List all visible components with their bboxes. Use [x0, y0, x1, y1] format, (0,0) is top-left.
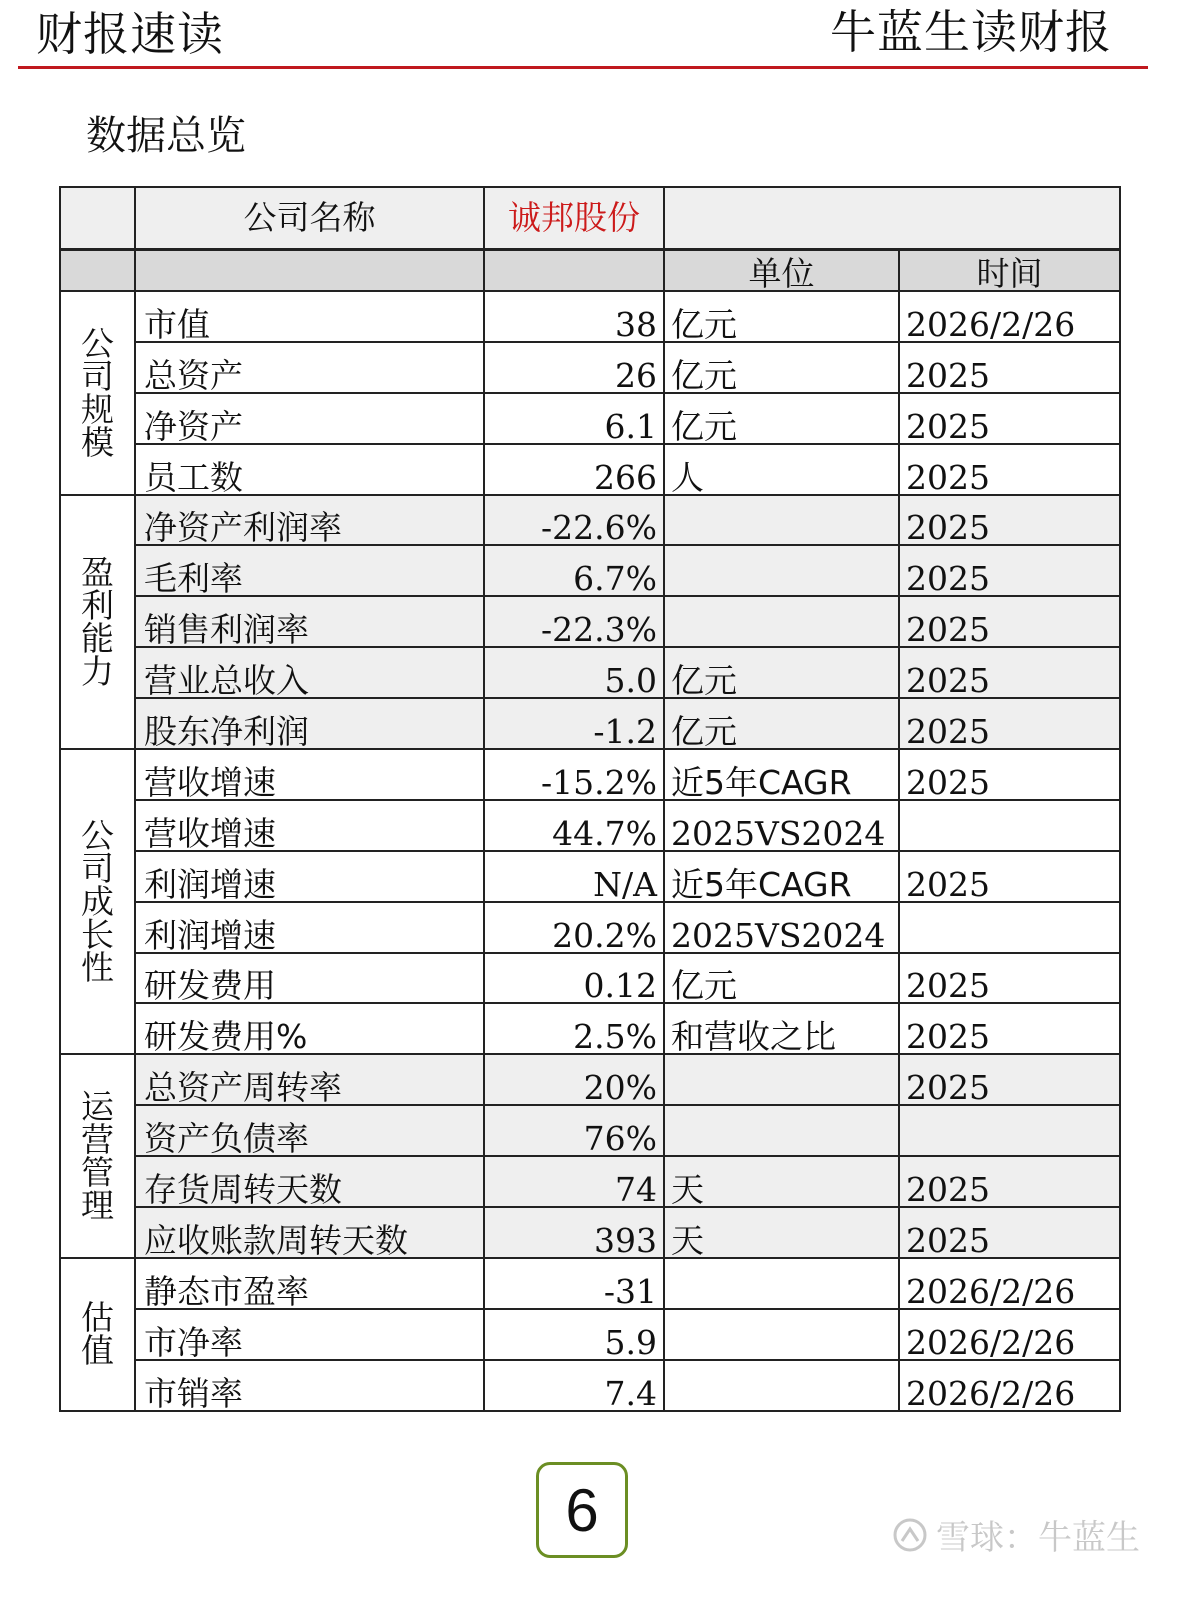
table-row	[60, 1156, 1120, 1207]
table-header-row	[60, 187, 1120, 249]
table-row	[60, 393, 1120, 444]
metric-name: 员工数	[135, 444, 484, 495]
table-row	[60, 953, 1120, 1004]
metric-value: 44.7%	[484, 800, 664, 851]
metric-value: N/A	[484, 851, 664, 902]
metric-time	[899, 800, 1120, 851]
metric-time: 2025	[899, 393, 1120, 444]
category-label	[60, 1258, 135, 1411]
metric-time: 2025	[899, 342, 1120, 393]
metric-unit	[664, 1105, 899, 1156]
metric-unit	[664, 596, 899, 647]
metric-value: 20%	[484, 1054, 664, 1105]
metric-time: 2025	[899, 1207, 1120, 1258]
metric-name: 总资产	[135, 342, 484, 393]
metric-name: 利润增速	[135, 851, 484, 902]
table-row	[60, 1309, 1120, 1360]
metric-time: 2025	[899, 444, 1120, 495]
metric-value: 26	[484, 342, 664, 393]
metric-name: 市净率	[135, 1309, 484, 1360]
snowball-logo-icon	[892, 1517, 928, 1553]
category-label	[60, 291, 135, 495]
metric-value: 266	[484, 444, 664, 495]
metric-time: 2025	[899, 953, 1120, 1004]
category-label	[60, 495, 135, 749]
metric-unit: 人	[664, 444, 899, 495]
unit-column-header: 单位	[664, 249, 899, 291]
metric-time: 2025	[899, 596, 1120, 647]
metric-value: 74	[484, 1156, 664, 1207]
metric-unit: 天	[664, 1207, 899, 1258]
metric-value: 5.0	[484, 647, 664, 698]
metric-value: 6.1	[484, 393, 664, 444]
metric-name: 总资产周转率	[135, 1054, 484, 1105]
header-left-title: 财报速读	[36, 7, 224, 61]
metric-name: 研发费用%	[135, 1003, 484, 1054]
metric-name: 市值	[135, 291, 484, 342]
category-label-text: 公司成长性	[81, 816, 114, 988]
metric-time: 2025	[899, 1156, 1120, 1207]
metric-value: -15.2%	[484, 749, 664, 800]
metric-time: 2025	[899, 851, 1120, 902]
metric-name: 应收账款周转天数	[135, 1207, 484, 1258]
metric-time: 2025	[899, 545, 1120, 596]
metric-unit: 天	[664, 1156, 899, 1207]
header-right-title: 牛蓝生读财报	[830, 5, 1112, 59]
metric-name: 股东净利润	[135, 698, 484, 749]
metric-value: -1.2	[484, 698, 664, 749]
metric-value: -22.3%	[484, 596, 664, 647]
metric-time: 2025	[899, 647, 1120, 698]
table-row	[60, 698, 1120, 749]
table-row	[60, 545, 1120, 596]
metric-name: 净资产	[135, 393, 484, 444]
metric-value: 393	[484, 1207, 664, 1258]
metric-value: 6.7%	[484, 545, 664, 596]
section-title: 数据总览	[86, 113, 246, 159]
metric-time: 2025	[899, 495, 1120, 546]
table-row	[60, 291, 1120, 342]
metric-value: -22.6%	[484, 495, 664, 546]
table-row	[60, 1003, 1120, 1054]
category-label-text: 盈利能力	[81, 552, 114, 691]
metric-value: 2.5%	[484, 1003, 664, 1054]
metric-name: 营收增速	[135, 749, 484, 800]
metric-name: 净资产利润率	[135, 495, 484, 546]
metric-unit	[664, 1360, 899, 1411]
metric-unit: 亿元	[664, 342, 899, 393]
category-label-text: 公司规模	[81, 323, 114, 462]
category-label	[60, 1054, 135, 1258]
metric-time: 2026/2/26	[899, 1360, 1120, 1411]
table-row	[60, 1360, 1120, 1411]
metric-name: 资产负债率	[135, 1105, 484, 1156]
metric-unit: 近5年CAGR	[664, 851, 899, 902]
page-number: 6	[536, 1462, 628, 1558]
header-divider	[18, 66, 1148, 69]
category-label	[60, 749, 135, 1054]
metric-name: 利润增速	[135, 902, 484, 953]
subheader-blank-cell	[60, 249, 135, 291]
metric-value: -31	[484, 1258, 664, 1309]
metric-value: 20.2%	[484, 902, 664, 953]
metric-time: 2025	[899, 749, 1120, 800]
company-name-value: 诚邦股份	[484, 187, 664, 249]
metric-time: 2025	[899, 1054, 1120, 1105]
metric-value: 0.12	[484, 953, 664, 1004]
company-name-label: 公司名称	[135, 187, 484, 249]
metric-unit	[664, 545, 899, 596]
metric-unit: 亿元	[664, 647, 899, 698]
table-row	[60, 902, 1120, 953]
metric-unit: 2025VS2024	[664, 800, 899, 851]
subheader-blank-cell	[135, 249, 484, 291]
subheader-blank-cell	[484, 249, 664, 291]
header-blank-cell	[664, 187, 1120, 249]
metric-value: 76%	[484, 1105, 664, 1156]
metric-time: 2026/2/26	[899, 1309, 1120, 1360]
metric-name: 研发费用	[135, 953, 484, 1004]
table-row	[60, 596, 1120, 647]
metric-unit: 亿元	[664, 291, 899, 342]
metric-unit	[664, 1309, 899, 1360]
metric-unit	[664, 1258, 899, 1309]
metric-value: 38	[484, 291, 664, 342]
metric-value: 7.4	[484, 1360, 664, 1411]
metric-name: 静态市盈率	[135, 1258, 484, 1309]
table-row	[60, 342, 1120, 393]
metric-unit: 和营收之比	[664, 1003, 899, 1054]
metric-time: 2025	[899, 1003, 1120, 1054]
metric-time: 2026/2/26	[899, 291, 1120, 342]
metric-name: 市销率	[135, 1360, 484, 1411]
metric-name: 毛利率	[135, 545, 484, 596]
table-row	[60, 800, 1120, 851]
metric-unit	[664, 495, 899, 546]
time-column-header: 时间	[899, 249, 1120, 291]
table-subheader-row	[60, 249, 1120, 291]
header-blank-cell	[60, 187, 135, 249]
watermark	[892, 1510, 1140, 1559]
metric-name: 存货周转天数	[135, 1156, 484, 1207]
metric-name: 销售利润率	[135, 596, 484, 647]
table-row	[60, 851, 1120, 902]
table-row	[60, 1258, 1120, 1309]
metric-unit: 亿元	[664, 953, 899, 1004]
metric-time: 2025	[899, 698, 1120, 749]
metric-unit: 亿元	[664, 393, 899, 444]
metric-time: 2026/2/26	[899, 1258, 1120, 1309]
category-label-text: 运营管理	[81, 1087, 114, 1226]
metric-unit: 亿元	[664, 698, 899, 749]
data-overview-table	[59, 186, 1121, 1412]
metric-time	[899, 1105, 1120, 1156]
metric-value: 5.9	[484, 1309, 664, 1360]
table-row	[60, 1105, 1120, 1156]
table-row	[60, 1207, 1120, 1258]
metric-unit: 2025VS2024	[664, 902, 899, 953]
table-row	[60, 749, 1120, 800]
metric-name: 营业总收入	[135, 647, 484, 698]
category-label-text: 估值	[81, 1298, 114, 1371]
table-row	[60, 647, 1120, 698]
table-row	[60, 495, 1120, 546]
metric-unit: 近5年CAGR	[664, 749, 899, 800]
metric-name: 营收增速	[135, 800, 484, 851]
watermark-text: 雪球：牛蓝生	[936, 1518, 1140, 1558]
metric-time	[899, 902, 1120, 953]
table-row	[60, 1054, 1120, 1105]
table-row	[60, 444, 1120, 495]
metric-unit	[664, 1054, 899, 1105]
